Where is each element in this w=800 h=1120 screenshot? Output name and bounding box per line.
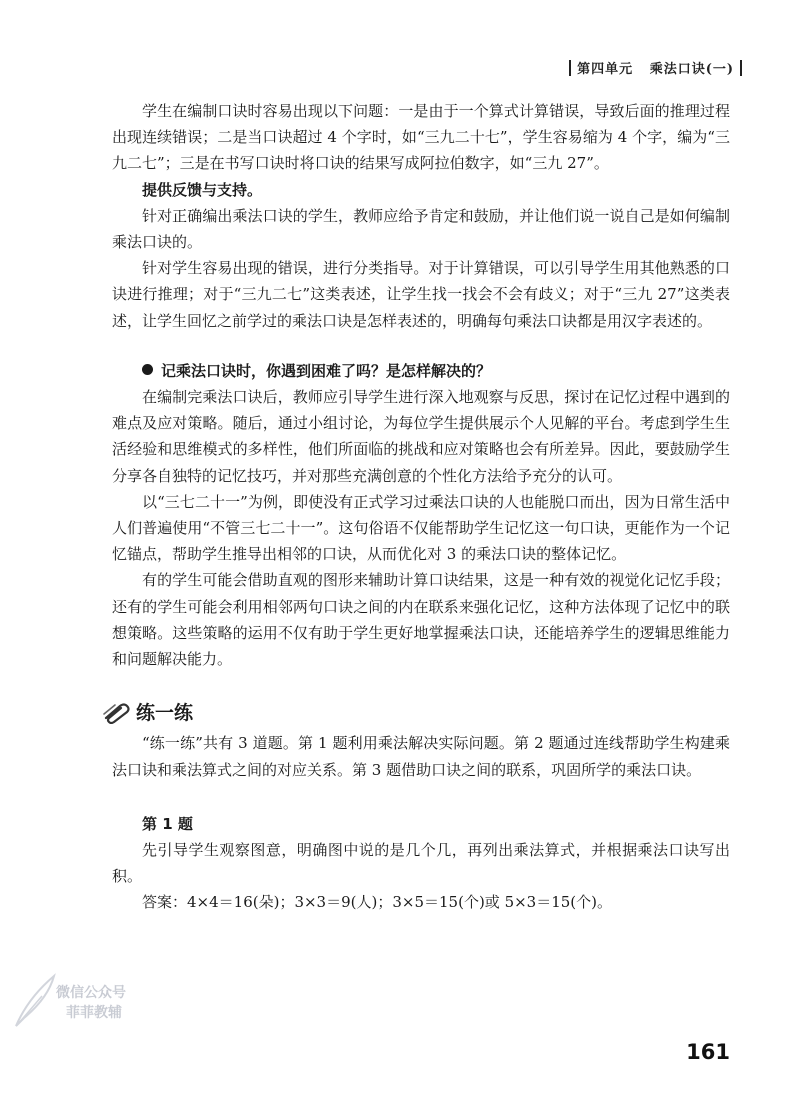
paragraph: 先引导学生观察图意，明确图中说的是几个几，再列出乘法算式，并根据乘法口诀写出积。 bbox=[112, 841, 730, 886]
bullet-heading bbox=[112, 358, 730, 384]
running-header bbox=[563, 58, 748, 77]
header-divider-right bbox=[740, 60, 742, 76]
header-topic: 乘法口诀(一) bbox=[649, 62, 734, 77]
paperclip-icon bbox=[102, 702, 132, 724]
section-title bbox=[102, 700, 730, 726]
paragraph: “练一练”共有 3 道题。第 1 题利用乘法解决实际问题。第 2 题通过连线帮助学生构建乘法口诀和乘法算式之间的对应关系。第 3 题借助口诀之间的联系，巩固所学的乘法口诀。 bbox=[112, 734, 730, 779]
answer-line: 答案：4×4＝16(朵)；3×3＝9(人)；3×5＝15(个)或 5×3＝15(个)。 bbox=[142, 893, 613, 912]
paragraph: 有的学生可能会借助直观的图形来辅助计算口诀结果，这是一种有效的视觉化记忆手段；还有的学生可能会利用相邻两句口诀之间的内在联系来强化记忆，这种方法体现了记忆中的联想策略。这些策略的运用不仅有助于学生更好地掌握乘法口诀，还能培养学生的逻辑思维能力和问题解决能力。 bbox=[112, 571, 730, 669]
paragraph: 针对正确编出乘法口诀的学生，教师应给予肯定和鼓励，并让他们说一说自己是如何编制乘法口诀的。 bbox=[112, 206, 730, 252]
watermark bbox=[8, 968, 143, 1032]
paragraph: 学生在编制口诀时容易出现以下问题：一是由于一个算式计算错误，导致后面的推理过程出现连续错误；二是当口诀超过 4 个字时，如“三九二十七”，学生容易缩为 4 个字，编为“三九二七”；三是在书写口诀时将口诀的结果写成阿拉伯数字，如“三九 27”。 bbox=[112, 102, 730, 173]
paragraph: 在编制完乘法口诀后，教师应引导学生进行深入地观察与反思，探讨在记忆过程中遇到的难点及应对策略。随后，通过小组讨论，为每位学生提供展示个人见解的平台。考虑到学生生活经验和思维模式的多样性，他们所面临的挑战和应对策略也会有所差异。因此，要鼓励学生分享各自独特的记忆技巧，并对那些充满创意的个性化方法给予充分的认可。 bbox=[112, 388, 730, 485]
page-number: 161 bbox=[686, 1040, 730, 1064]
paragraph: 针对学生容易出现的错误，进行分类指导。对于计算错误，可以引导学生用其他熟悉的口诀进行推理；对于“三九二七”这类表述，让学生找一找会不会有歧义；对于“三九 27”这类表述，让学生回忆之前学过的乘法口诀是怎样表述的，明确每句乘法口诀都是用汉字表述的。 bbox=[112, 259, 730, 330]
question-title: 第 1 题 bbox=[142, 814, 193, 833]
page-body bbox=[112, 98, 730, 916]
section-title-text: 练一练 bbox=[136, 702, 194, 725]
header-unit: 第四单元 bbox=[577, 62, 634, 77]
bullet-dot-icon bbox=[142, 364, 153, 375]
watermark-line1: 微信公众号 bbox=[56, 985, 126, 1001]
bold-subheading: 提供反馈与支持。 bbox=[142, 180, 263, 199]
header-divider-left bbox=[569, 60, 571, 76]
bullet-heading-text: 记乘法口诀时，你遇到困难了吗？是怎样解决的？ bbox=[161, 361, 492, 380]
paragraph: 以“三七二十一”为例，即使没有正式学习过乘法口诀的人也能脱口而出，因为日常生活中人们普遍使用“不管三七二十一”。这句俗语不仅能帮助学生记忆这一句口诀，更能作为一个记忆锚点，帮助学生推导出相邻的口诀，从而优化对 3 的乘法口诀的整体记忆。 bbox=[112, 492, 730, 564]
watermark-line2: 菲菲教辅 bbox=[66, 1005, 122, 1021]
